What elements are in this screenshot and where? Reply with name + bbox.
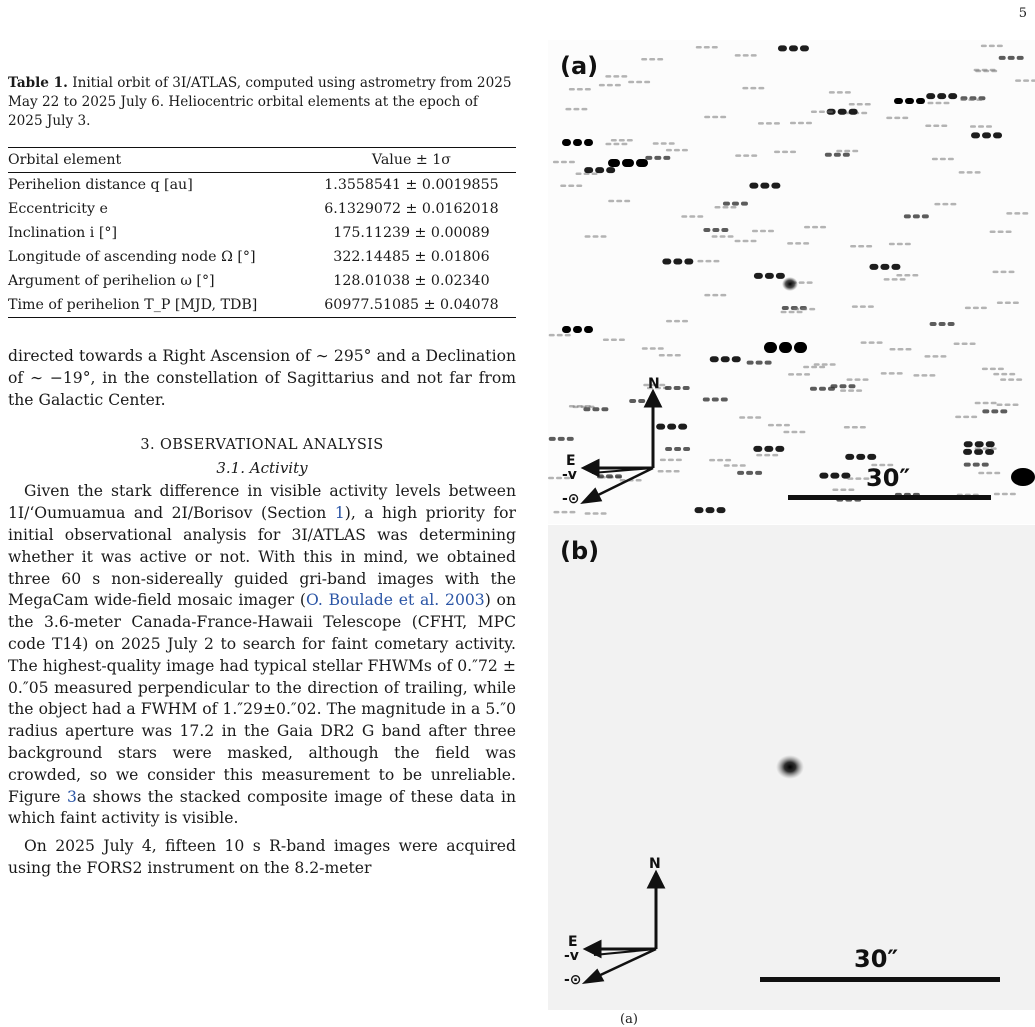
citation-link[interactable]: O. Boulade et al. 2003: [306, 591, 485, 610]
table-row: [8, 293, 516, 318]
orbit-table: [8, 147, 516, 318]
figure-panel-a: [548, 40, 1035, 524]
north-label: N: [648, 376, 660, 392]
north-arrowhead: [649, 873, 663, 887]
velocity-label: -v: [562, 467, 577, 483]
panel-a-label: (a): [560, 52, 599, 80]
scale-bar: [788, 495, 991, 500]
table-cell-value: 6.1329072 ± 0.0162018: [324, 201, 499, 217]
table-row: [8, 221, 516, 245]
paragraph-direction: directed towards a Right Ascension of ∼ 295° and a Declination of ∼ −19°, in the constellation of Sagittarius and not far from the Galactic Center.: [8, 347, 516, 409]
scale-bar: [760, 977, 1000, 982]
paragraph-activity: [8, 481, 516, 830]
scale-label: 30″: [854, 945, 899, 973]
figure-panel-b: [548, 525, 1035, 1010]
table-cell-element: Longitude of ascending node Ω [°]: [8, 249, 256, 265]
section-ref-link[interactable]: 1: [334, 504, 345, 523]
north-label: N: [649, 856, 661, 872]
table-caption-text: Initial orbit of 3I/ATLAS, computed using astrometry from 2025 May 22 to 2025 July 6. Heliocentric orbital elements at the epoch of 2025 July 3.: [8, 75, 512, 129]
figure-caption-fragment: (a): [620, 1012, 638, 1027]
paragraph-activity-text: a shows the stacked composite image of these data in which faint activity is visible.: [8, 787, 516, 828]
table-cell-element: Inclination i [°]: [8, 225, 117, 241]
left-column: [8, 74, 516, 880]
table-header-value: Value ± 1σ: [371, 152, 451, 168]
paragraph-activity-text: ), a high priority for initial observational analysis for 3I/ATLAS was determining whether it was active or not. With this in mind, we obtained three 60 s non-sidereally guided gri-band images with the MegaCam wide-field mosaic imager (: [8, 504, 516, 610]
table-header-row: [8, 148, 516, 173]
paragraph-activity-text: ) on the 3.6-meter Canada-France-Hawaii Telescope (CFHT, MPC code T14) on 2025 July 2 to search for faint cometary activity. The highest-quality image had typical stellar FHWMs of 0.″72 ± 0.″05 measured perpendicular to the direction of trailing, while the object had a FWHM of 1.″29±0.″02. The magnitude in a 5.″0 radius aperture was 17.2 in the Gaia DR2 G band after three background stars were masked, although the field was crowded, so we consider this measurement to be unreliable. Figure: [8, 591, 516, 806]
page-number: 5: [1018, 6, 1027, 21]
table-row: [8, 197, 516, 221]
table-cell-value: 175.11239 ± 0.00089: [333, 225, 490, 241]
subsection-heading: 3.1. Activity: [216, 459, 308, 478]
sun-label: -⊙: [564, 972, 582, 988]
table-cell-element: Argument of perihelion ω [°]: [8, 273, 215, 289]
table-caption: [8, 74, 516, 131]
compass-arrows: [548, 525, 1035, 1010]
table-cell-element: Eccentricity e: [8, 201, 108, 217]
table-cell-value: 322.14485 ± 0.01806: [333, 249, 490, 265]
table-cell-element: Time of perihelion T_P [MJD, TDB]: [8, 297, 258, 313]
east-label: E: [566, 453, 576, 469]
paragraph-fors2: On 2025 July 4, fifteen 10 s R-band images were acquired using the FORS2 instrument on the 8.2-meter: [8, 837, 516, 877]
table-row: [8, 173, 516, 198]
east-label: E: [568, 934, 578, 950]
table-cell-value: 60977.51085 ± 0.04078: [324, 297, 499, 313]
section-heading: 3. OBSERVATIONAL ANALYSIS: [140, 437, 384, 454]
table-cell-value: 1.3558541 ± 0.0019855: [324, 177, 499, 193]
table-cell-element: Perihelion distance q [au]: [8, 177, 193, 193]
table-caption-label: Table 1.: [8, 75, 68, 91]
velocity-label: -v: [564, 948, 579, 964]
sun-arrowhead: [586, 971, 602, 982]
sun-label: -⊙: [562, 491, 580, 507]
table-header-element: Orbital element: [8, 152, 122, 168]
sun-arrowhead: [584, 490, 600, 502]
panel-b-label: (b): [560, 537, 600, 565]
table-cell-value: 128.01038 ± 0.02340: [333, 273, 490, 289]
paragraph-activity-text: Given the stark difference in visible activity levels between 1I/‘Oumuamua and 2I/Borisov (Section: [8, 482, 516, 523]
north-arrowhead: [646, 392, 660, 406]
scale-label: 30″: [866, 464, 911, 492]
table-row: [8, 245, 516, 269]
table-row: [8, 269, 516, 293]
figure-ref-link[interactable]: 3: [66, 787, 77, 806]
compass-arrows: [548, 40, 1035, 524]
